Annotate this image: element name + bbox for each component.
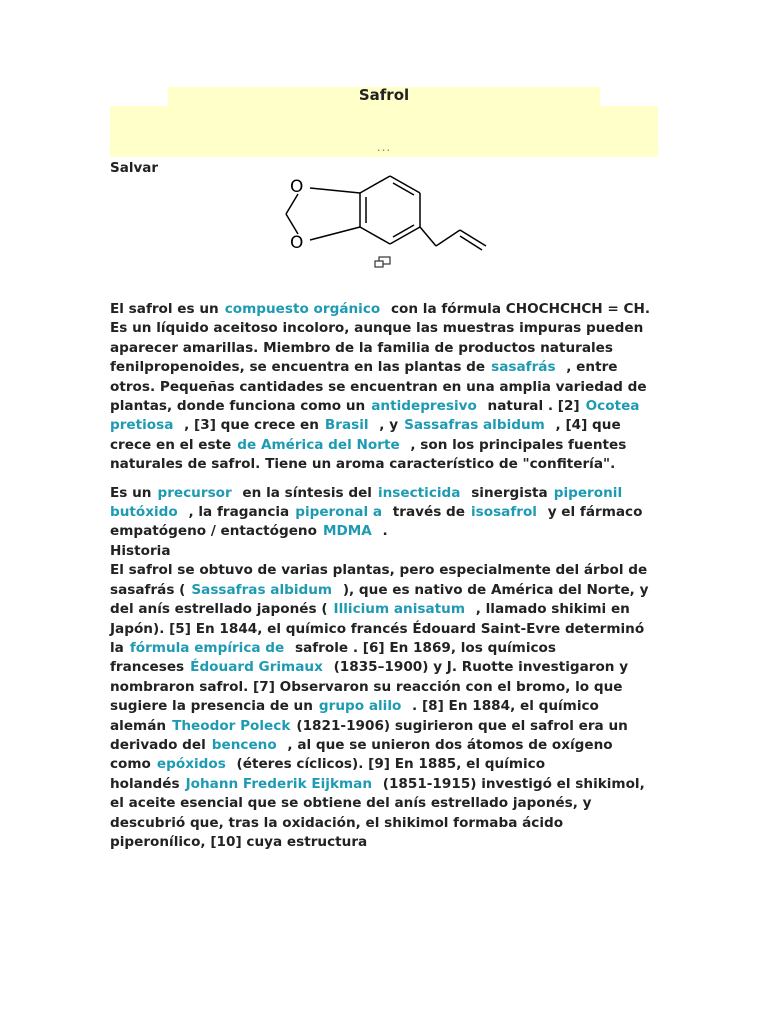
article-link[interactable]: Édouard Grimaux: [190, 659, 323, 676]
article-link[interactable]: grupo alilo: [318, 698, 402, 715]
article-link[interactable]: Theodor Poleck: [172, 717, 291, 734]
article-link[interactable]: Sassafras albidum: [404, 417, 545, 434]
article-text: , al que se unieron dos átomos de oxígeno como: [110, 736, 613, 773]
article-text: (éteres cíclicos). [9] En 1885, el químico holandés: [110, 756, 546, 792]
article-paragraph: [110, 300, 658, 475]
section-heading-history: [110, 542, 658, 561]
page-title: Safrol: [358, 86, 410, 104]
article-text: través de: [388, 504, 465, 521]
article-text: El safrol es un: [110, 301, 219, 317]
article-paragraph: [110, 561, 658, 852]
article-link[interactable]: Brasil: [324, 417, 369, 434]
more-menu-button[interactable]: ...: [376, 140, 392, 154]
article-text: , la fragancia: [183, 504, 290, 521]
article-text: El safrol se obtuvo de varias plantas, pero especialmente del árbol de sasafrás (: [110, 562, 648, 598]
article-link[interactable]: Johann Frederik Eijkman: [185, 775, 373, 792]
article-link[interactable]: piperonil butóxido: [110, 484, 623, 521]
article-paragraph: [110, 484, 658, 542]
article-link[interactable]: precursor: [157, 484, 232, 501]
article-text: safrole . [6] En 1869, los químicos franceses: [110, 639, 556, 676]
article-text: , son los principales fuentes naturales de safrol. Tiene un aroma característico de "confitería".: [110, 436, 627, 473]
article-link[interactable]: insecticida: [377, 484, 461, 501]
article-text: , [3] que crece en: [179, 417, 319, 434]
article-text: Historia: [110, 542, 171, 559]
article-link[interactable]: Illicium anisatum: [333, 601, 465, 618]
article-link[interactable]: isosafrol: [471, 504, 537, 521]
oxygen-atom-label: O: [290, 233, 304, 253]
article-body: [110, 300, 658, 861]
article-link[interactable]: piperonal a: [295, 504, 383, 521]
article-link[interactable]: Sassafras albidum: [191, 581, 333, 598]
article-text: natural . [2]: [482, 398, 580, 415]
article-text: sinergista: [466, 484, 548, 501]
article-link[interactable]: epóxidos: [156, 756, 226, 773]
article-link[interactable]: compuesto orgánico: [224, 301, 381, 317]
article-link[interactable]: benceno: [211, 736, 277, 753]
article-text: (1835–1900) y J. Ruotte investigaron y nombraron safrol. [7] Observaron su reacción con el bromo, lo que sugiere la presencia de un: [110, 659, 629, 715]
article-text: . [8] En 1884, el químico alemán: [110, 698, 599, 734]
article-link[interactable]: antidepresivo: [371, 398, 477, 415]
article-text: (1851-1915) investigó el shikimol, el aceite esencial que se obtiene del anís estrellado japonés, y descubrió que, tras la oxidación, el shikimol formaba ácido piperonílico, [10] cuya estructura: [110, 775, 645, 850]
article-link[interactable]: de América del Norte: [237, 436, 400, 453]
article-text: Es un: [110, 484, 152, 501]
oxygen-atom-label: O: [290, 177, 304, 197]
article-text: en la síntesis del: [237, 484, 372, 501]
article-text: ), que es nativo de América del Norte, y del anís estrellado japonés (: [110, 581, 649, 618]
article-link[interactable]: fórmula empírica de: [129, 639, 285, 656]
expand-image-icon[interactable]: [374, 256, 392, 269]
save-link[interactable]: Salvar: [110, 160, 159, 176]
article-text: , entre otros. Pequeñas cantidades se encuentran en una amplia variedad de plantas, donde funciona como un: [110, 359, 647, 415]
article-text: y el fármaco empatógeno / entactógeno: [110, 504, 643, 540]
article-text: con la fórmula CHOCHCHCH = CH. Es un líquido aceitoso incoloro, aunque las muestras impuras pueden aparecer amarillas. Miembro de la familia de productos naturales fenilpropenoides, se encuentra en las plantas de: [110, 301, 651, 376]
article-text: .: [377, 523, 388, 540]
article-link[interactable]: Ocotea pretiosa: [110, 398, 640, 434]
article-link[interactable]: sasafrás: [491, 359, 556, 376]
article-link[interactable]: MDMA: [322, 523, 372, 540]
article-text: , [4] que crece en el este: [110, 417, 621, 453]
article-text: , y: [374, 417, 399, 434]
article-text: , llamado shikimi en Japón). [5] En 1844, el químico francés Édouard Saint-Evre determinó la: [110, 601, 645, 656]
article-text: (1821-1906) sugirieron que el safrol era un derivado del: [110, 717, 628, 753]
